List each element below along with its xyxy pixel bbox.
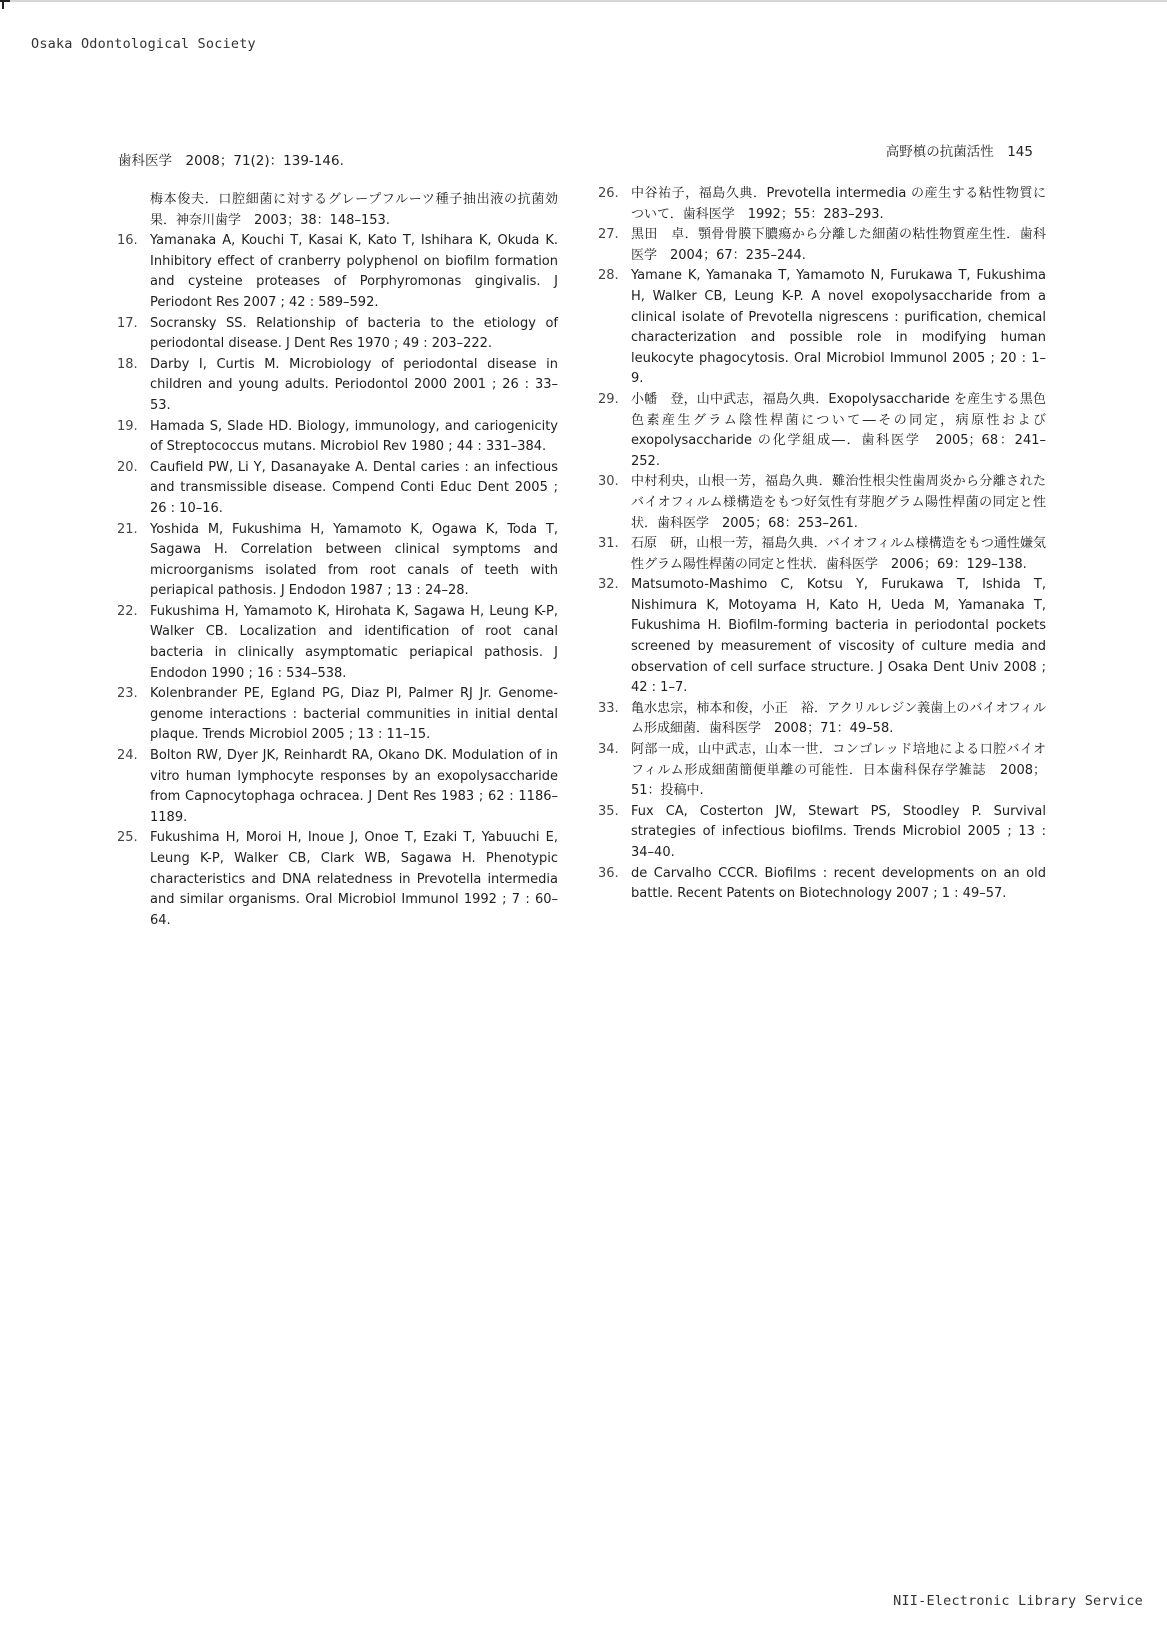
reference-item (117, 684, 558, 746)
reference-item (117, 355, 558, 417)
reference-item (598, 225, 1046, 266)
reference-number: 33. (598, 700, 619, 716)
reference-number: 20. (117, 459, 138, 475)
top-scan-edge (10, 0, 1167, 2)
reference-text: Hamada S, Slade HD. Biology, immunology, and cariogenicity of Streptococcus mutans. Microbiol Rev 1980 ; 44 : 331–384. (150, 418, 558, 455)
references-left-column (117, 190, 558, 931)
reference-text: Bolton RW, Dyer JK, Reinhardt RA, Okano DK. Modulation of in vitro human lymphocyte responses by an exopolysaccharide from Capnocytophaga ochracea. J Dent Res 1983 ; 62 : 1186–1189. (150, 748, 558, 825)
reference-item (598, 802, 1046, 864)
reference-number: 23. (117, 686, 138, 702)
library-service-watermark: NII-Electronic Library Service (893, 1593, 1143, 1609)
reference-item (598, 740, 1046, 802)
reference-item (117, 458, 558, 520)
reference-number: 21. (117, 521, 138, 537)
reference-number: 27. (598, 227, 619, 243)
reference-item (598, 575, 1046, 699)
reference-number: 32. (598, 577, 619, 593)
reference-text: Socransky SS. Relationship of bacteria to the etiology of periodontal disease. J Dent Res 1970 ; 49 : 203–222. (150, 315, 558, 352)
reference-text: 黒田 卓．顎骨骨膜下膿瘍から分離した細菌の粘性物質産生性．歯科医学 2004；67：235–244. (631, 227, 1046, 263)
reference-number: 30. (598, 474, 619, 490)
reference-text: Fux CA, Costerton JW, Stewart PS, Stoodley P. Survival strategies of infectious biofilms. Trends Microbiol 2005 ; 13 : 34–40. (631, 803, 1046, 860)
reference-item (598, 184, 1046, 225)
reference-text: 小幡 登，山中武志，福島久典．Exopolysaccharide を産生する黒色色素産生グラム陰性桿菌について―その同定，病原性および exopolysaccharide の化学組成―．歯科医学 2005；68：241–252. (631, 391, 1046, 469)
reference-number: 35. (598, 803, 619, 819)
reference-number: 16. (117, 233, 138, 249)
reference-text: 中村利央，山根一芳，福島久典．難治性根尖性歯周炎から分離されたバイオフィルム様構造をもつ好気性有芽胞グラム陽性桿菌の同定と性状．歯科医学 2005；68：253–261. (631, 474, 1046, 531)
reference-text: 阿部一成，山中武志，山本一世．コンゴレッド培地による口腔バイオフィルム形成細菌簡便単離の可能性．日本歯科保存学雑誌 2008；51：投稿中. (631, 742, 1046, 799)
reference-number: 19. (117, 418, 138, 434)
reference-text: Fukushima H, Moroi H, Inoue J, Onoe T, Ezaki T, Yabuuchi E, Leung K-P, Walker CB, Clark WB, Sagawa H. Phenotypic characteristics and DNA relatedness in Prevotella intermedia and similar organisms. Oral Microbiol Immunol 1992 ; 7 : 60–64. (150, 830, 558, 928)
reference-text: Kolenbrander PE, Egland PG, Diaz PI, Palmer RJ Jr. Genome-genome interactions : bacterial communities in initial dental plaque. Trends Microbiol 2005 ; 13 : 11–15. (150, 686, 558, 743)
running-head-citation: 歯科医学 2008；71(2)：139-146. (118, 153, 344, 169)
reference-item (598, 534, 1046, 575)
reference-text: Yamanaka A, Kouchi T, Kasai K, Kato T, Ishihara K, Okuda K. Inhibitory effect of cranberry polyphenol on biofilm formation and cysteine proteases of Porphyromonas gingivalis. J Periodont Res 2007 ; 42 : 589–592. (150, 233, 558, 310)
reference-item (598, 864, 1046, 905)
corner-crop-mark-vertical (2, 0, 4, 9)
reference-number: 18. (117, 356, 138, 372)
reference-number: 28. (598, 268, 619, 284)
reference-number: 26. (598, 186, 619, 201)
reference-text: Darby I, Curtis M. Microbiology of periodontal disease in children and young adults. Periodontol 2000 2001 ; 26 : 33–53. (150, 356, 558, 413)
reference-text: Matsumoto-Mashimo C, Kotsu Y, Furukawa T, Ishida T, Nishimura K, Motoyama H, Kato H, Ueda M, Yamanaka T, Fukushima H. Biofilm-forming bacteria in periodontal pockets screened by measurement of viscosity of culture media and observation of cell surface structure. J Osaka Dent Univ 2008 ; 42 : 1–7. (631, 577, 1046, 696)
reference-number: 24. (117, 748, 138, 764)
reference-number: 25. (117, 830, 138, 846)
reference-item (117, 828, 558, 931)
reference-text: Fukushima H, Yamamoto K, Hirohata K, Sagawa H, Leung K-P, Walker CB. Localization and identification of root canal bacteria in clinically asymptomatic periapical pathosis. J Endodon 1990 ; 16 : 534–538. (150, 603, 558, 681)
reference-item (598, 699, 1046, 740)
reference-item (117, 314, 558, 355)
reference-item (117, 417, 558, 458)
reference-text: Caufield PW, Li Y, Dasanayake A. Dental caries : an infectious and transmissible disease. Compend Conti Educ Dent 2005 ; 26 : 10–16. (150, 459, 558, 516)
reference-number: 31. (598, 536, 619, 552)
reference-item (598, 472, 1046, 534)
reference-text: 梅本俊夫．口腔細菌に対するグレープフルーツ種子抽出液の抗菌効果．神奈川歯学 2003；38：148–153. (150, 192, 558, 228)
reference-item (117, 602, 558, 684)
reference-item (598, 266, 1046, 390)
reference-number: 29. (598, 391, 619, 407)
reference-number: 36. (598, 865, 619, 881)
reference-item (117, 746, 558, 828)
reference-item (117, 520, 558, 602)
reference-text: Yoshida M, Fukushima H, Yamamoto K, Ogawa K, Toda T, Sagawa H. Correlation between clinical symptoms and microorganisms isolated from root canals of teeth with periapical pathosis. J Endodon 1987 ; 13 : 24–28. (150, 521, 558, 599)
reference-item (117, 231, 558, 313)
reference-item (133, 190, 558, 231)
reference-text: de Carvalho CCCR. Biofilms : recent developments on an old battle. Recent Patents on Biotechnology 2007 ; 1 : 49–57. (631, 865, 1046, 902)
reference-text: 亀水忠宗，柿本和俊，小正 裕．アクリルレジン義歯上のバイオフィルム形成細菌．歯科医学 2008；71：49–58. (631, 700, 1046, 737)
reference-item (598, 390, 1046, 472)
reference-number: 17. (117, 315, 138, 331)
reference-text: 中谷祐子，福島久典．Prevotella intermedia の産生する粘性物質について．歯科医学 1992；55：283–293. (631, 186, 1046, 222)
reference-number: 34. (598, 742, 619, 758)
references-right-column (598, 184, 1046, 905)
society-watermark: Osaka Odontological Society (31, 36, 256, 52)
reference-number: 22. (117, 603, 138, 619)
reference-text: Yamane K, Yamanaka T, Yamamoto N, Furukawa T, Fukushima H, Walker CB, Leung K-P. A novel exopolysaccharide from a clinical isolate of Prevotella nigrescens : purification, chemical characterization and possible role in modifying human leukocyte phagocytosis. Oral Microbiol Immunol 2005 ; 20 : 1–9. (631, 268, 1046, 387)
running-head-title-page: 高野槙の抗菌活性 145 (885, 144, 1033, 160)
reference-text: 石原 研，山根一芳，福島久典．バイオフィルム様構造をもつ通性嫌気性グラム陽性桿菌の同定と性状．歯科医学 2006；69：129–138. (631, 536, 1046, 572)
